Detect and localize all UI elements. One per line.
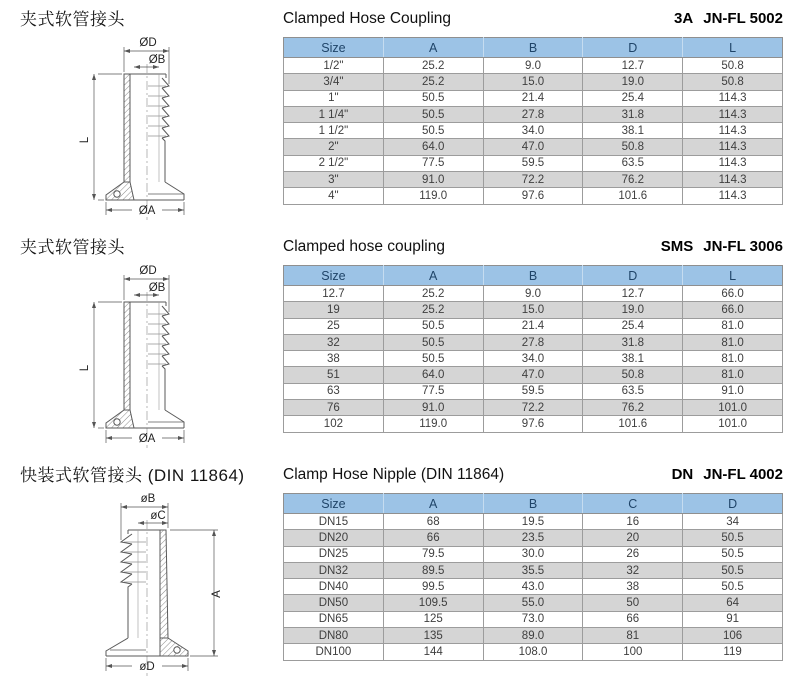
table-cell: 81.0 (683, 334, 783, 350)
table-cell: 19.0 (583, 74, 683, 90)
table-cell: 81.0 (683, 318, 783, 334)
column-header: Size (284, 494, 384, 514)
table-cell: 125 (383, 611, 483, 627)
section-2-cn-title: 夹式软管接头 (20, 238, 125, 257)
dim-label-top2: ØB (148, 282, 166, 294)
table-cell: 12.7 (583, 286, 683, 302)
table-row (284, 562, 783, 578)
table-cell: 108.0 (483, 644, 583, 660)
table-cell: 15.0 (483, 74, 583, 90)
table-cell: 66.0 (683, 286, 783, 302)
header-row (284, 494, 783, 514)
table-cell: DN40 (284, 579, 384, 595)
hose-coupling-drawing-1 (62, 34, 242, 230)
section-din-nipple (0, 456, 800, 684)
table-cell: 119.0 (383, 188, 483, 204)
table-cell: DN80 (284, 628, 384, 644)
table-row (284, 628, 783, 644)
table-cell: 1 1/4" (284, 106, 384, 122)
table-cell: 144 (383, 644, 483, 660)
dim-label-bottom: ØA (138, 205, 156, 217)
table-cell: 72.2 (483, 172, 583, 188)
table-cell: 2" (284, 139, 384, 155)
table-cell: 101.6 (583, 416, 683, 432)
table-cell: 47.0 (483, 367, 583, 383)
table-row (284, 106, 783, 122)
table-cell: 25.4 (583, 318, 683, 334)
table-row (284, 334, 783, 350)
part-code: JN-FL 3006 (703, 238, 783, 255)
table-cell: 55.0 (483, 595, 583, 611)
table-cell: 99.5 (383, 579, 483, 595)
column-header: C (583, 494, 683, 514)
dimension-lines (94, 275, 184, 443)
table-cell: DN15 (284, 514, 384, 530)
table-cell: 135 (383, 628, 483, 644)
table-cell: 79.5 (383, 546, 483, 562)
table-cell: 19 (284, 302, 384, 318)
part-standard: SMS (660, 238, 694, 255)
table-cell: 64.0 (383, 139, 483, 155)
table-row (284, 302, 783, 318)
table-cell: 102 (284, 416, 384, 432)
table-cell: 19.5 (483, 514, 583, 530)
table-cell: 76.2 (583, 172, 683, 188)
column-header: D (583, 38, 683, 58)
table-cell: 114.3 (683, 123, 783, 139)
section-2-title-row (283, 238, 783, 258)
table-cell: 27.8 (483, 334, 583, 350)
column-header: Size (284, 266, 384, 286)
table-cell: 76.2 (583, 400, 683, 416)
table-cell: 50.5 (383, 90, 483, 106)
table-row (284, 546, 783, 562)
table-cell: 114.3 (683, 188, 783, 204)
dimension-lines (94, 47, 184, 215)
part-code: JN-FL 5002 (703, 10, 783, 27)
table-cell: 32 (284, 334, 384, 350)
column-header: L (683, 38, 783, 58)
table-cell: 9.0 (483, 58, 583, 74)
section-2-right (283, 228, 783, 456)
dim-label-bottom: ØA (138, 433, 156, 445)
table-cell: 64.0 (383, 367, 483, 383)
table-cell: 91.0 (383, 172, 483, 188)
table-cell: 114.3 (683, 106, 783, 122)
table-row (284, 286, 783, 302)
table-cell: 12.7 (583, 58, 683, 74)
table-cell: 50.8 (683, 74, 783, 90)
table-cell: 25.2 (383, 58, 483, 74)
section-1-cn-title: 夹式软管接头 (20, 10, 125, 29)
table-cell: 77.5 (383, 155, 483, 171)
table-cell: 1 1/2" (284, 123, 384, 139)
dim-label-side: L (79, 136, 91, 144)
table-cell: 21.4 (483, 90, 583, 106)
table-row (284, 530, 783, 546)
section-3-cn-title: 快装式软管接头 (DIN 11864) (20, 466, 245, 485)
table-cell: 63.5 (583, 383, 683, 399)
table-cell: 19.0 (583, 302, 683, 318)
table-cell: 35.5 (483, 562, 583, 578)
table-cell: DN20 (284, 530, 384, 546)
table-cell: 63 (284, 383, 384, 399)
table-cell: 59.5 (483, 383, 583, 399)
column-header: Size (284, 38, 384, 58)
table-row (284, 139, 783, 155)
dim-label-bottom: øD (139, 661, 155, 673)
part-standard: DN (671, 466, 694, 483)
table-row (284, 400, 783, 416)
table-row (284, 188, 783, 204)
table-cell: 1" (284, 90, 384, 106)
section-3-en-title: Clamp Hose Nipple (DIN 11864) (283, 466, 505, 483)
part-code: JN-FL 4002 (703, 466, 783, 483)
column-header: B (483, 266, 583, 286)
table-cell: 91.0 (383, 400, 483, 416)
table-cell: 114.3 (683, 155, 783, 171)
table-cell: 47.0 (483, 139, 583, 155)
table-cell: 66.0 (683, 302, 783, 318)
table-cell: 38 (583, 579, 683, 595)
section-3-right (283, 456, 783, 684)
table-cell: 66 (583, 611, 683, 627)
table-cell: 51 (284, 367, 384, 383)
table-row (284, 644, 783, 660)
table-cell: 38.1 (583, 123, 683, 139)
column-header: D (683, 494, 783, 514)
table-cell: 119.0 (383, 416, 483, 432)
table-cell: 77.5 (383, 383, 483, 399)
table-cell: 64 (683, 595, 783, 611)
table-cell: 34.0 (483, 123, 583, 139)
table-cell: 114.3 (683, 172, 783, 188)
table-row (284, 595, 783, 611)
table-cell: DN50 (284, 595, 384, 611)
dimension-arrows (92, 277, 184, 440)
dim-label-top: ØD (139, 37, 157, 49)
table-cell: 43.0 (483, 579, 583, 595)
table-cell: 26 (583, 546, 683, 562)
table-cell: DN65 (284, 611, 384, 627)
section-3-left (0, 456, 283, 684)
section-1-title-row (283, 10, 783, 30)
table-cell: 50.5 (383, 351, 483, 367)
table-cell: 101.6 (583, 188, 683, 204)
table-cell: 23.5 (483, 530, 583, 546)
dim-label-top: ØD (139, 265, 157, 277)
header-row (284, 266, 783, 286)
table-cell: DN100 (284, 644, 384, 660)
table-cell: 15.0 (483, 302, 583, 318)
table-cell: 1/2" (284, 58, 384, 74)
table-cell: 12.7 (284, 286, 384, 302)
table-cell: 81.0 (683, 351, 783, 367)
table-cell: 50.5 (383, 334, 483, 350)
section-sms-coupling (0, 228, 800, 456)
table-cell: 25.4 (583, 90, 683, 106)
table-cell: 91 (683, 611, 783, 627)
table-cell: 109.5 (383, 595, 483, 611)
section-1-right (283, 0, 783, 228)
table-row (284, 383, 783, 399)
table-row (284, 155, 783, 171)
table-cell: 59.5 (483, 155, 583, 171)
table-cell: 101.0 (683, 400, 783, 416)
table-row (284, 611, 783, 627)
table-cell: 38.1 (583, 351, 683, 367)
part-standard: 3A (674, 10, 694, 27)
hose-coupling-drawing-2 (62, 262, 242, 458)
dim-label-top2: øC (150, 510, 166, 522)
table-cell: 100 (583, 644, 683, 660)
table-cell: 50.8 (683, 58, 783, 74)
table-cell: 101.0 (683, 416, 783, 432)
table-cell: 106 (683, 628, 783, 644)
section-2-en-title: Clamped hose coupling (283, 238, 445, 255)
hose-nipple-drawing-3 (62, 490, 242, 686)
table-row (284, 318, 783, 334)
column-header: L (683, 266, 783, 286)
table-row (284, 367, 783, 383)
section-3a-coupling (0, 0, 800, 228)
table-cell: 50 (583, 595, 683, 611)
table-cell: 9.0 (483, 286, 583, 302)
table-cell: 50.5 (383, 123, 483, 139)
table-cell: 16 (583, 514, 683, 530)
table-cell: 50.8 (583, 367, 683, 383)
dim-label-top: øB (140, 493, 156, 505)
table-cell: 2 1/2" (284, 155, 384, 171)
table-cell: 50.5 (383, 318, 483, 334)
column-header: A (383, 266, 483, 286)
table-cell: 50.5 (683, 579, 783, 595)
header-row (284, 38, 783, 58)
dimension-table-sms (283, 265, 783, 433)
table-cell: 81 (583, 628, 683, 644)
table-cell: 38 (284, 351, 384, 367)
fitting-outline (106, 302, 184, 428)
section-1-en-title: Clamped Hose Coupling (283, 10, 452, 27)
table-cell: 50.5 (683, 530, 783, 546)
table-cell: 50.5 (683, 562, 783, 578)
table-row (284, 351, 783, 367)
table-cell: 34 (683, 514, 783, 530)
table-cell: 20 (583, 530, 683, 546)
table-cell: 25 (284, 318, 384, 334)
table-row (284, 123, 783, 139)
table-cell: DN25 (284, 546, 384, 562)
table-cell: 50.5 (683, 546, 783, 562)
table-cell: 89.5 (383, 562, 483, 578)
fitting-outline (106, 74, 184, 200)
table-cell: 4" (284, 188, 384, 204)
table-cell: 50.8 (583, 139, 683, 155)
table-row (284, 90, 783, 106)
table-cell: 97.6 (483, 188, 583, 204)
table-cell: 76 (284, 400, 384, 416)
table-cell: 30.0 (483, 546, 583, 562)
table-cell: 114.3 (683, 139, 783, 155)
table-cell: 89.0 (483, 628, 583, 644)
table-cell: 114.3 (683, 90, 783, 106)
table-cell: 119 (683, 644, 783, 660)
table-row (284, 74, 783, 90)
column-header: A (383, 494, 483, 514)
dim-label-side: L (79, 364, 91, 372)
table-cell: DN32 (284, 562, 384, 578)
table-cell: 31.8 (583, 106, 683, 122)
column-header: D (583, 266, 683, 286)
table-cell: 97.6 (483, 416, 583, 432)
table-cell: 3" (284, 172, 384, 188)
table-row (284, 514, 783, 530)
section-3-part-number (672, 466, 783, 483)
column-header: B (483, 494, 583, 514)
section-3-title-row (283, 466, 783, 486)
table-cell: 27.8 (483, 106, 583, 122)
table-cell: 32 (583, 562, 683, 578)
dim-label-top2: ØB (148, 54, 166, 66)
section-2-part-number (661, 238, 783, 255)
section-1-part-number (674, 10, 783, 27)
table-row (284, 58, 783, 74)
section-2-left (0, 228, 283, 456)
table-cell: 34.0 (483, 351, 583, 367)
table-cell: 91.0 (683, 383, 783, 399)
table-cell: 31.8 (583, 334, 683, 350)
table-cell: 25.2 (383, 74, 483, 90)
table-cell: 25.2 (383, 286, 483, 302)
table-cell: 73.0 (483, 611, 583, 627)
table-cell: 50.5 (383, 106, 483, 122)
table-cell: 25.2 (383, 302, 483, 318)
table-row (284, 172, 783, 188)
table-cell: 66 (383, 530, 483, 546)
dim-label-side: A (211, 590, 223, 598)
table-cell: 63.5 (583, 155, 683, 171)
table-cell: 81.0 (683, 367, 783, 383)
column-header: B (483, 38, 583, 58)
table-cell: 21.4 (483, 318, 583, 334)
table-row (284, 416, 783, 432)
column-header: A (383, 38, 483, 58)
dimension-table-dn (283, 493, 783, 661)
table-cell: 68 (383, 514, 483, 530)
section-1-left (0, 0, 283, 228)
dimension-arrows (92, 49, 184, 212)
table-cell: 3/4" (284, 74, 384, 90)
dimension-table-3a (283, 37, 783, 205)
table-cell: 72.2 (483, 400, 583, 416)
table-row (284, 579, 783, 595)
